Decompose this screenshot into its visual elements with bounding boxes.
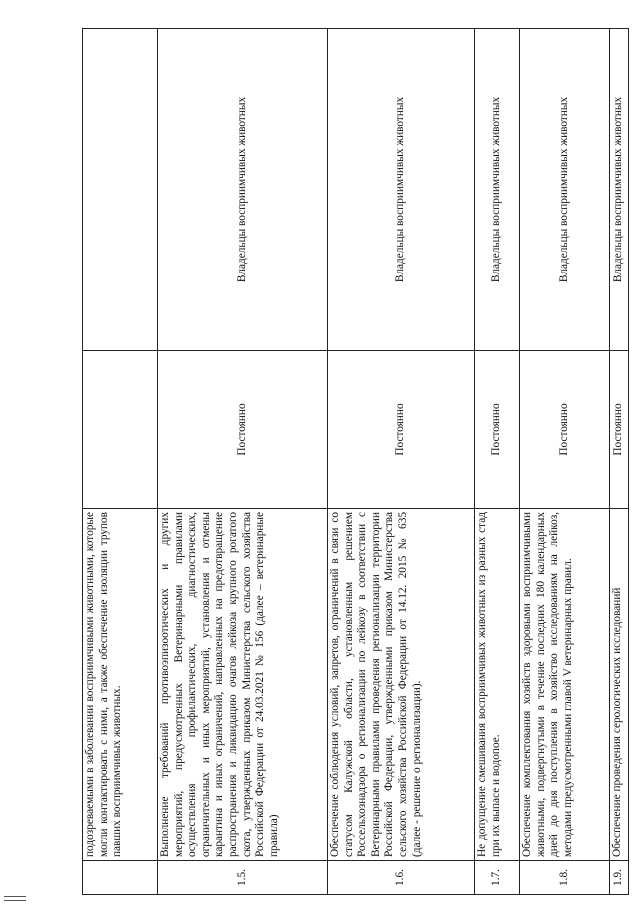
measure-owner bbox=[83, 29, 158, 351]
table-row bbox=[328, 29, 475, 895]
table-row bbox=[158, 29, 328, 895]
table-row bbox=[520, 29, 610, 895]
measure-owner: Владельцы восприимчивых животных bbox=[475, 29, 520, 351]
measure-description: подозреваемыми в заболевании восприимчивыми животными, которые могли контактировать с ними, а также обеспечение изоляции трупов павших восприимчивых животных. bbox=[83, 509, 158, 861]
table-row bbox=[610, 29, 629, 895]
measure-description: Выполнение требований противоэпизоотических и других мероприятий, предусмотренных Ветеринарными правилами осуществления профилактических, диагностических, ограничительных и иных мероприятий, установления и отмены карантина и иных ограничений, направленных на предотвращение распространения и ликвидацию очагов лейкоза крупного рогатого скота, утвержденных приказом Министерства сельского хозяйства Российской Федерации от 24.03.2021 № 156 (далее – ветеринарные правила) bbox=[158, 509, 328, 861]
measure-owner: Владельцы восприимчивых животных bbox=[520, 29, 610, 351]
measure-owner: Владельцы восприимчивых животных bbox=[158, 29, 328, 351]
measures-table bbox=[82, 28, 629, 895]
row-number: 1.5. bbox=[158, 861, 328, 895]
row-number bbox=[83, 861, 158, 895]
measure-owner: Владельцы восприимчивых животных bbox=[328, 29, 475, 351]
table-row bbox=[83, 29, 158, 895]
measure-period: Постоянно bbox=[328, 351, 475, 509]
row-number: 1.6. bbox=[328, 861, 475, 895]
row-number: 1.8. bbox=[520, 861, 610, 895]
measure-description: Обеспечение проведения серологических исследований bbox=[610, 509, 629, 861]
measure-description: Обеспечение соблюдения условий, запретов, ограничений в связи со статусом Калужской области, установленным решением Россельхознадзора о регионализации по лейкозу в соответствии с Ветеринарными правилами проведения регионализации территории Российской Федерации, утвержденными приказом Министерства сельского хозяйства Российской Федерации от 14.12. 2015 № 635 (далее - решение о регионализации). bbox=[328, 509, 475, 861]
measure-period: Постоянно bbox=[610, 351, 629, 509]
measure-period: Постоянно bbox=[475, 351, 520, 509]
measure-description: Обеспечение комплектования хозяйств здоровыми восприимчивыми животными, подвергнутыми в течение последних 180 календарных дней до дня поступления в хозяйство исследованиям на лейкоз, методами предусмотренными главой V ветеринарных правил. bbox=[520, 509, 610, 861]
measure-period: Постоянно bbox=[520, 351, 610, 509]
row-number: 1.7. bbox=[475, 861, 520, 895]
measure-description: Не допущение смешивания восприимчивых животных из разных стад при их выпасе и водопое. bbox=[475, 509, 520, 861]
measure-period bbox=[83, 351, 158, 509]
scan-mark bbox=[4, 896, 26, 901]
row-number: 1.9. bbox=[610, 861, 629, 895]
measure-period: Постоянно bbox=[158, 351, 328, 509]
table-row bbox=[475, 29, 520, 895]
measure-owner: Владельцы восприимчивых животных bbox=[610, 29, 629, 351]
